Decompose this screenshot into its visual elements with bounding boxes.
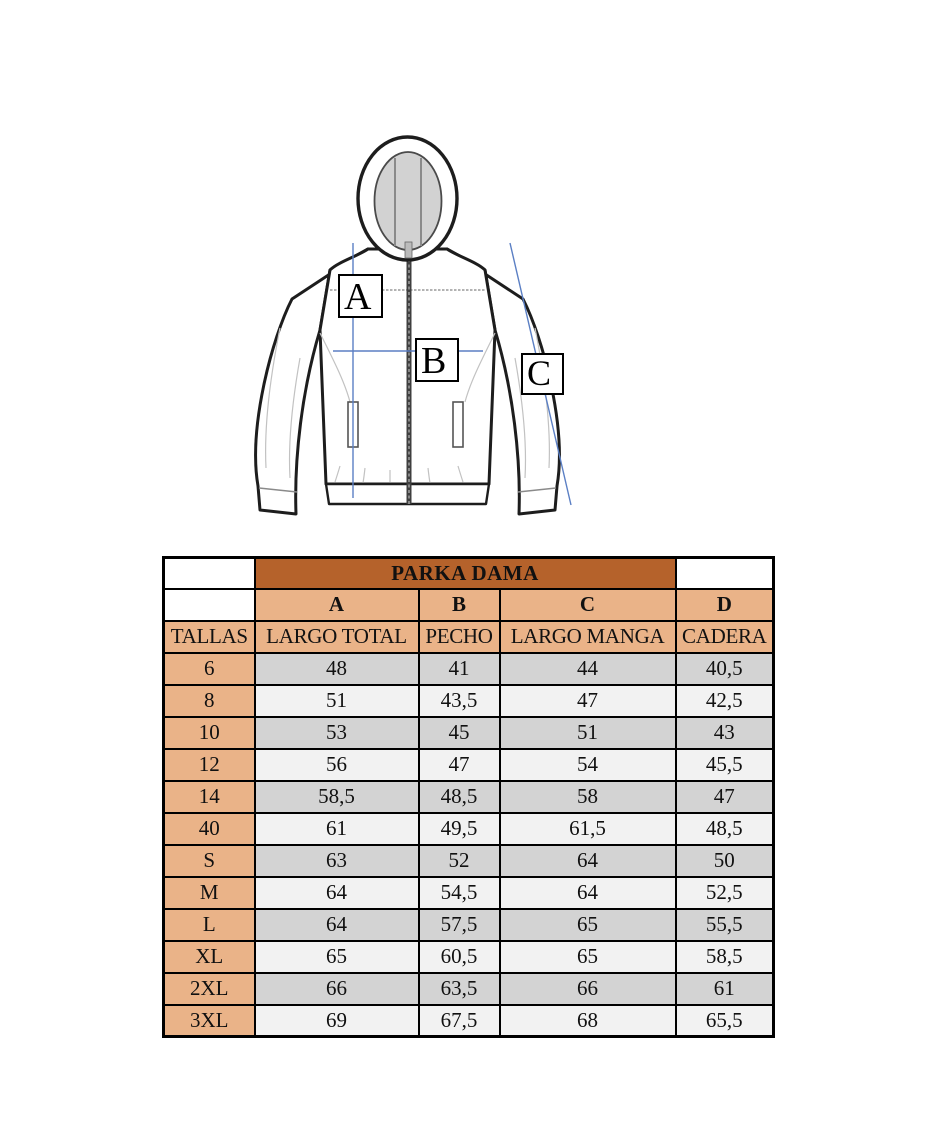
letter-header-a: A (255, 589, 419, 621)
measurement-value-cell: 63,5 (419, 973, 500, 1005)
column-header-largo-manga: LARGO MANGA (500, 621, 676, 653)
measurement-value-cell: 48 (255, 653, 419, 685)
letter-header-c: C (500, 589, 676, 621)
measurement-value-cell: 69 (255, 1005, 419, 1037)
table-row (164, 845, 774, 877)
measure-label-b: B (415, 338, 459, 382)
measurement-value-cell: 54,5 (419, 877, 500, 909)
size-label-cell: XL (164, 941, 255, 973)
table-title-row (164, 558, 774, 589)
table-row (164, 877, 774, 909)
measurement-value-cell: 54 (500, 749, 676, 781)
measurement-value-cell: 65 (255, 941, 419, 973)
letter-header-b: B (419, 589, 500, 621)
size-label-cell: 8 (164, 685, 255, 717)
measurement-value-cell: 47 (676, 781, 774, 813)
size-table-body (164, 653, 774, 1037)
column-header-cadera: CADERA (676, 621, 774, 653)
corner-cell (164, 558, 255, 589)
measurement-value-cell: 64 (500, 877, 676, 909)
measurement-value-cell: 65 (500, 941, 676, 973)
jacket-diagram (240, 128, 590, 528)
measurement-value-cell: 40,5 (676, 653, 774, 685)
measurement-value-cell: 64 (255, 877, 419, 909)
measurement-value-cell: 58,5 (255, 781, 419, 813)
corner-cell (164, 589, 255, 621)
jacket-hood (358, 137, 457, 260)
measurement-value-cell: 64 (500, 845, 676, 877)
table-row (164, 813, 774, 845)
measurement-value-cell: 65 (500, 909, 676, 941)
size-label-cell: S (164, 845, 255, 877)
table-row (164, 749, 774, 781)
column-header-largo-total: LARGO TOTAL (255, 621, 419, 653)
measurement-value-cell: 61 (255, 813, 419, 845)
table-row (164, 781, 774, 813)
corner-cell (676, 558, 774, 589)
table-row (164, 685, 774, 717)
measurement-value-cell: 58,5 (676, 941, 774, 973)
measurement-value-cell: 43,5 (419, 685, 500, 717)
table-row (164, 973, 774, 1005)
measurement-value-cell: 52 (419, 845, 500, 877)
size-label-cell: 12 (164, 749, 255, 781)
measurement-value-cell: 47 (419, 749, 500, 781)
size-label-cell: 40 (164, 813, 255, 845)
size-label-cell: 14 (164, 781, 255, 813)
measurement-value-cell: 44 (500, 653, 676, 685)
table-row (164, 941, 774, 973)
measurement-value-cell: 61,5 (500, 813, 676, 845)
measurement-value-cell: 55,5 (676, 909, 774, 941)
jacket-drawing (240, 128, 590, 528)
measurement-value-cell: 51 (500, 717, 676, 749)
column-header-pecho: PECHO (419, 621, 500, 653)
size-label-cell: M (164, 877, 255, 909)
measurement-value-cell: 63 (255, 845, 419, 877)
size-label-cell: 2XL (164, 973, 255, 1005)
size-table (162, 556, 775, 1038)
column-header-tallas: TALLAS (164, 621, 255, 653)
letter-header-row (164, 589, 774, 621)
table-row (164, 653, 774, 685)
measurement-value-cell: 45,5 (676, 749, 774, 781)
measurement-value-cell: 66 (255, 973, 419, 1005)
column-header-row (164, 621, 774, 653)
table-row (164, 1005, 774, 1037)
table-row (164, 717, 774, 749)
size-label-cell: 10 (164, 717, 255, 749)
measurement-value-cell: 45 (419, 717, 500, 749)
measurement-value-cell: 52,5 (676, 877, 774, 909)
measurement-value-cell: 64 (255, 909, 419, 941)
table-title: PARKA DAMA (255, 558, 676, 589)
measurement-value-cell: 60,5 (419, 941, 500, 973)
letter-header-d: D (676, 589, 774, 621)
measurement-value-cell: 48,5 (676, 813, 774, 845)
table-row (164, 909, 774, 941)
measurement-value-cell: 51 (255, 685, 419, 717)
size-label-cell: L (164, 909, 255, 941)
measurement-value-cell: 48,5 (419, 781, 500, 813)
measurement-value-cell: 42,5 (676, 685, 774, 717)
measurement-value-cell: 65,5 (676, 1005, 774, 1037)
measurement-value-cell: 56 (255, 749, 419, 781)
measurement-value-cell: 47 (500, 685, 676, 717)
measurement-value-cell: 58 (500, 781, 676, 813)
measurement-value-cell: 61 (676, 973, 774, 1005)
measure-label-c: C (521, 353, 564, 395)
measurement-value-cell: 49,5 (419, 813, 500, 845)
measure-label-a: A (338, 274, 383, 318)
measurement-value-cell: 43 (676, 717, 774, 749)
measurement-value-cell: 57,5 (419, 909, 500, 941)
measurement-value-cell: 50 (676, 845, 774, 877)
measurement-value-cell: 41 (419, 653, 500, 685)
measurement-value-cell: 53 (255, 717, 419, 749)
measurement-value-cell: 68 (500, 1005, 676, 1037)
size-label-cell: 6 (164, 653, 255, 685)
jacket-pocket-right (453, 402, 463, 447)
size-label-cell: 3XL (164, 1005, 255, 1037)
measurement-value-cell: 66 (500, 973, 676, 1005)
measurement-value-cell: 67,5 (419, 1005, 500, 1037)
